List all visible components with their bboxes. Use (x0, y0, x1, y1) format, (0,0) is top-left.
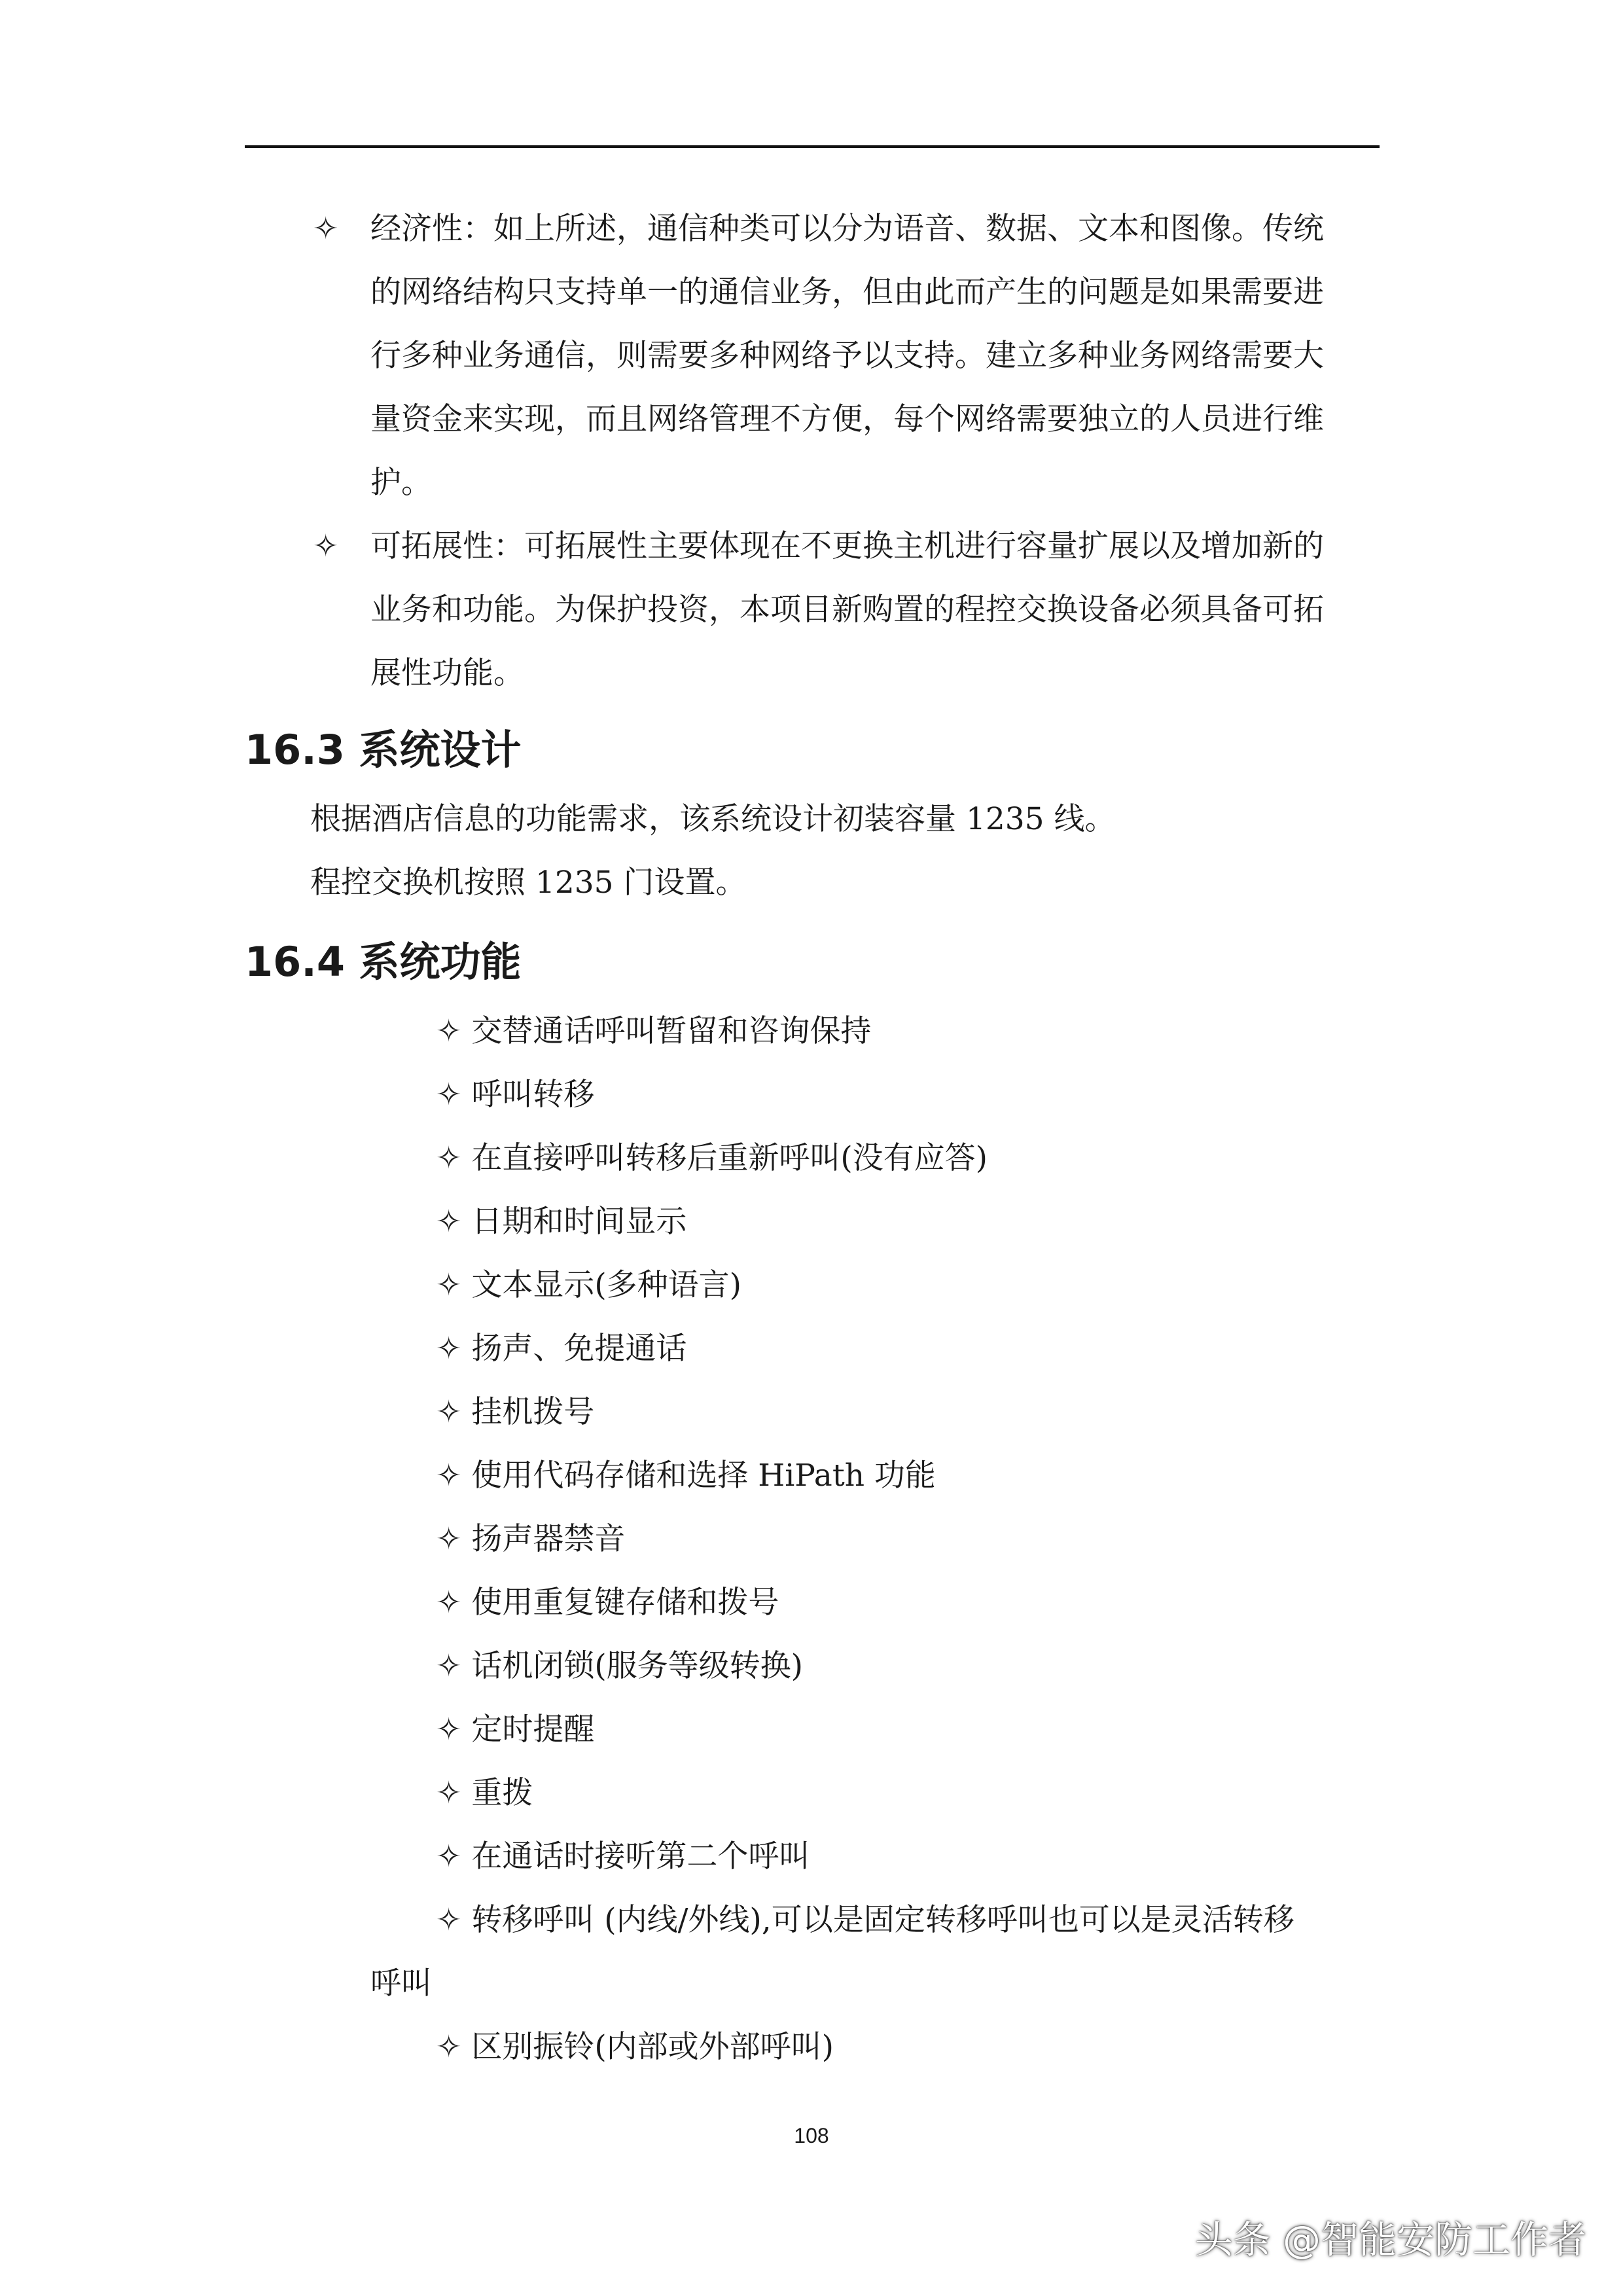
function-item: ✧ 使用重复键存储和拨号 (436, 1585, 779, 1621)
paragraph-line: 的网络结构只支持单一的通信业务，但由此而产生的问题是如果需要进 (370, 274, 1324, 310)
function-item: ✧ 重拨 (436, 1775, 533, 1811)
paragraph-line: 业务和功能。为保护投资，本项目新购置的程控交换设备必须具备可拓 (370, 592, 1324, 628)
function-item-continuation: 呼叫 (370, 1965, 432, 2001)
function-item: ✧ 扬声、免提通话 (436, 1331, 687, 1367)
bullet-icon: ✧ (313, 528, 339, 564)
page-number: 108 (794, 2124, 829, 2147)
function-item: ✧ 扬声器禁音 (436, 1521, 626, 1557)
function-item: ✧ 转移呼叫 (内线/外线),可以是固定转移呼叫也可以是灵活转移 (436, 1902, 1294, 1938)
function-item: ✧ 日期和时间显示 (436, 1204, 687, 1240)
function-item: ✧ 使用代码存储和选择 HiPath 功能 (436, 1458, 936, 1494)
paragraph-line: 护。 (370, 465, 432, 501)
function-item: ✧ 定时提醒 (436, 1712, 595, 1748)
section-heading-16-4: 16.4 系统功能 (245, 938, 522, 986)
paragraph-line: 行多种业务通信，则需要多种网络予以支持。建立多种业务网络需要大 (370, 338, 1324, 374)
function-item: ✧ 呼叫转移 (436, 1077, 595, 1113)
paragraph-line: 经济性：如上所述，通信种类可以分为语音、数据、文本和图像。传统 (370, 211, 1324, 247)
paragraph-line: 程控交换机按照 1235 门设置。 (310, 865, 747, 901)
paragraph-line: 可拓展性：可拓展性主要体现在不更换主机进行容量扩展以及增加新的 (370, 528, 1324, 564)
header-rule (245, 145, 1380, 148)
paragraph-line: 根据酒店信息的功能需求，该系统设计初装容量 1235 线。 (310, 801, 1116, 837)
function-item: ✧ 区别振铃(内部或外部呼叫) (436, 2029, 834, 2065)
function-item: ✧ 话机闭锁(服务等级转换) (436, 1648, 803, 1684)
function-item: ✧ 在直接呼叫转移后重新呼叫(没有应答) (436, 1140, 988, 1176)
function-item: ✧ 在通话时接听第二个呼叫 (436, 1839, 810, 1874)
section-heading-16-3: 16.3 系统设计 (245, 726, 522, 774)
paragraph-line: 展性功能。 (370, 655, 524, 691)
paragraph-line: 量资金来实现，而且网络管理不方便，每个网络需要独立的人员进行维 (370, 401, 1324, 437)
function-item: ✧ 文本显示(多种语言) (436, 1267, 741, 1303)
function-item: ✧ 挂机拨号 (436, 1394, 595, 1430)
function-item: ✧ 交替通话呼叫暂留和咨询保持 (436, 1013, 872, 1049)
bullet-icon: ✧ (313, 211, 339, 247)
watermark: 头条 @智能安防工作者 (1194, 2217, 1586, 2262)
